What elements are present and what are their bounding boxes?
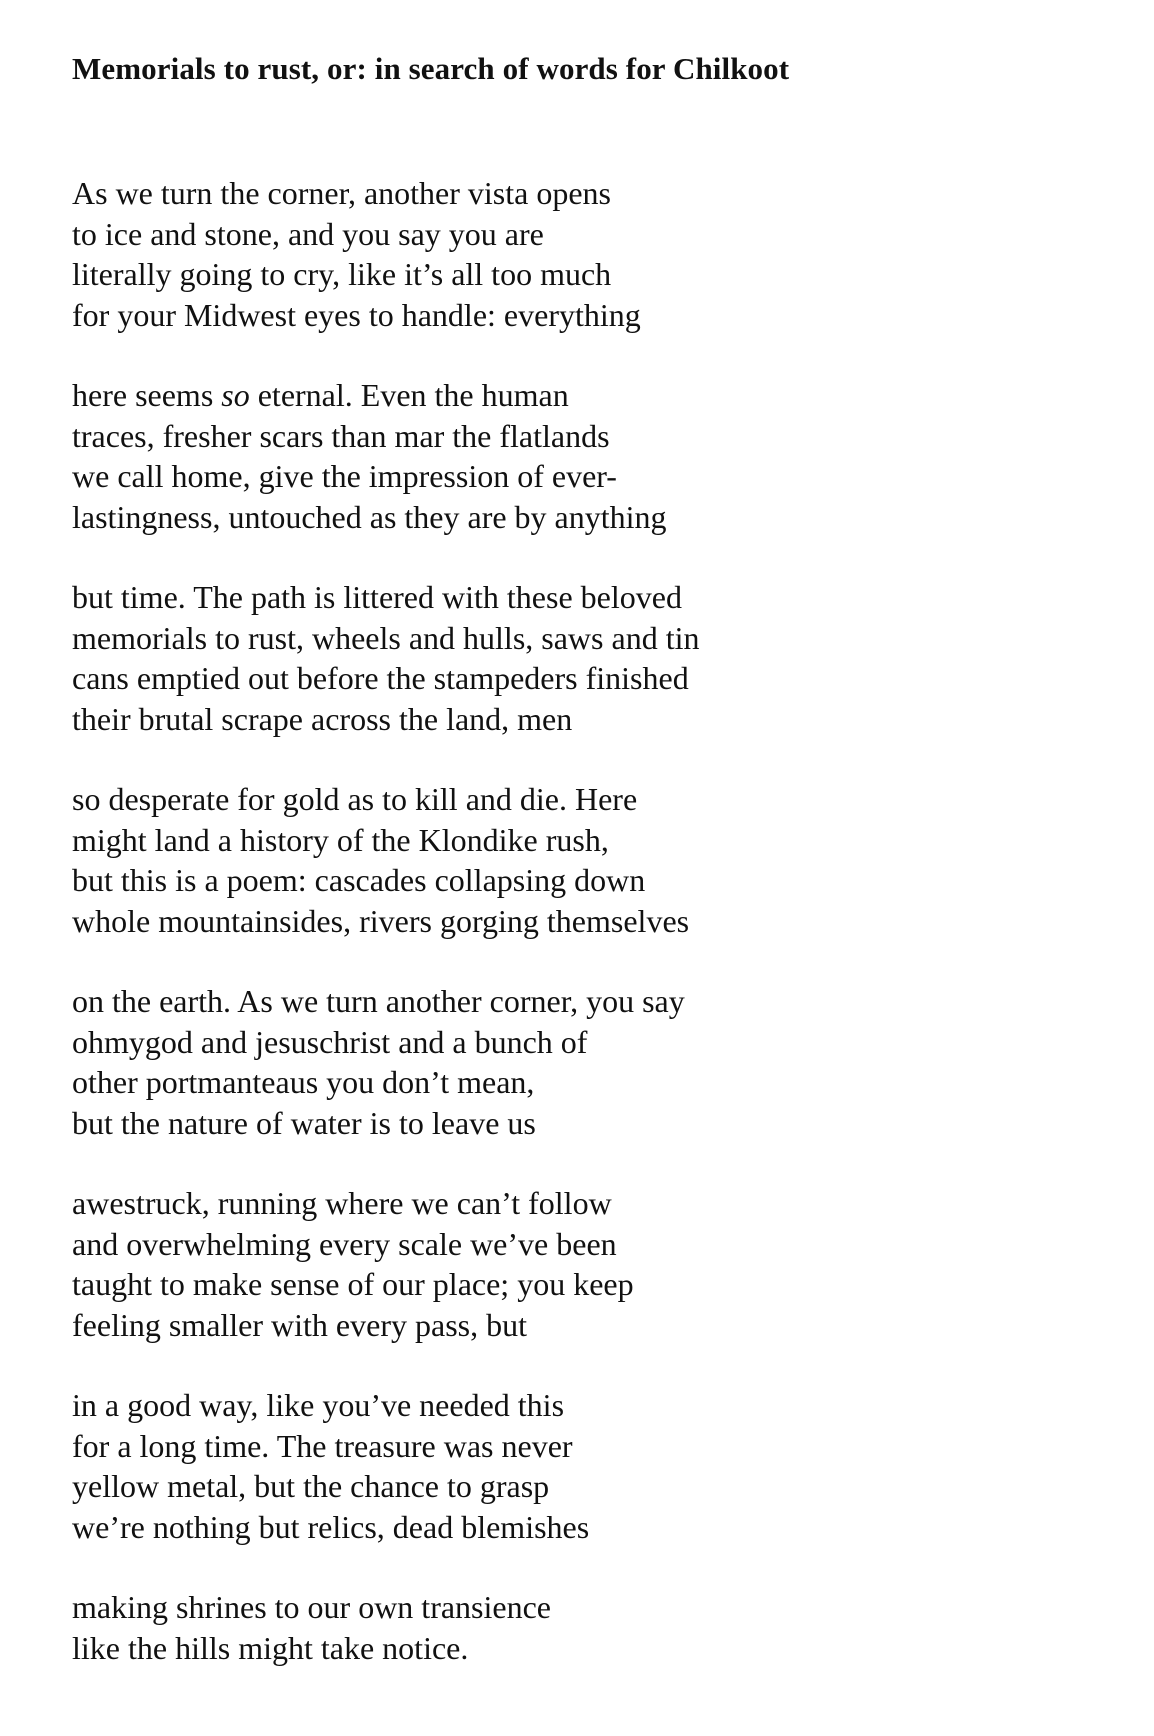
poem-line: for a long time. The treasure was never — [72, 1427, 573, 1464]
poem-line: we’re nothing but relics, dead blemishes — [72, 1508, 590, 1545]
poem-line: traces, fresher scars than mar the flatlands — [72, 417, 610, 454]
poem-line: but time. The path is littered with these beloved — [72, 579, 682, 615]
italic-word: so — [221, 377, 250, 413]
stanza — [72, 1183, 1114, 1345]
poem-line: lastingness, untouched as they are by anything — [72, 498, 667, 535]
poem-line: memorials to rust, wheels and hulls, saws and tin — [72, 619, 700, 656]
poem-line — [72, 375, 1114, 416]
stanza — [72, 173, 1114, 335]
stanza — [72, 1385, 1114, 1547]
stanza — [72, 577, 1114, 739]
poem-line: cans emptied out before the stampeders finished — [72, 660, 689, 696]
poem-body — [72, 173, 1114, 1668]
poem-line: feeling smaller with every pass, but — [72, 1306, 527, 1343]
poem-line: whole mountainsides, rivers gorging themselves — [72, 902, 690, 939]
poem-line: for your Midwest eyes to handle: everything — [72, 296, 641, 333]
poem-line: taught to make sense of our place; you keep — [72, 1266, 634, 1302]
stanza — [72, 375, 1114, 537]
line-segment: eternal. Even the human — [249, 377, 569, 413]
poem-line: in a good way, like you’ve needed this — [72, 1387, 565, 1423]
poem-line: their brutal scrape across the land, men — [72, 700, 573, 737]
poem-line: like the hills might take notice. — [72, 1629, 469, 1666]
poem-line: so desperate for gold as to kill and die. Here — [72, 781, 638, 817]
stanza — [72, 981, 1114, 1143]
stanza — [72, 1587, 1114, 1668]
poem-line: ohmygod and jesuschrist and a bunch of — [72, 1023, 588, 1060]
poem-title: Memorials to rust, or: in search of words for Chilkoot — [72, 51, 790, 86]
poem-line: we call home, give the impression of ever- — [72, 458, 617, 494]
poem-line: might land a history of the Klondike rush, — [72, 821, 609, 858]
poem-line: making shrines to our own transience — [72, 1589, 551, 1625]
poem-line: As we turn the corner, another vista opens — [72, 175, 611, 211]
poem-page — [72, 50, 1114, 1708]
stanza — [72, 779, 1114, 941]
poem-line: but this is a poem: cascades collapsing down — [72, 862, 646, 898]
poem-line: but the nature of water is to leave us — [72, 1104, 536, 1141]
poem-line: awestruck, running where we can’t follow — [72, 1185, 612, 1221]
poem-line: and overwhelming every scale we’ve been — [72, 1225, 617, 1262]
poem-line: yellow metal, but the chance to grasp — [72, 1468, 550, 1504]
line-segment: here seems — [72, 377, 222, 413]
poem-line: to ice and stone, and you say you are — [72, 215, 544, 252]
poem-line: on the earth. As we turn another corner, you say — [72, 983, 685, 1019]
poem-line: literally going to cry, like it’s all too much — [72, 256, 612, 292]
poem-line: other portmanteaus you don’t mean, — [72, 1064, 535, 1100]
